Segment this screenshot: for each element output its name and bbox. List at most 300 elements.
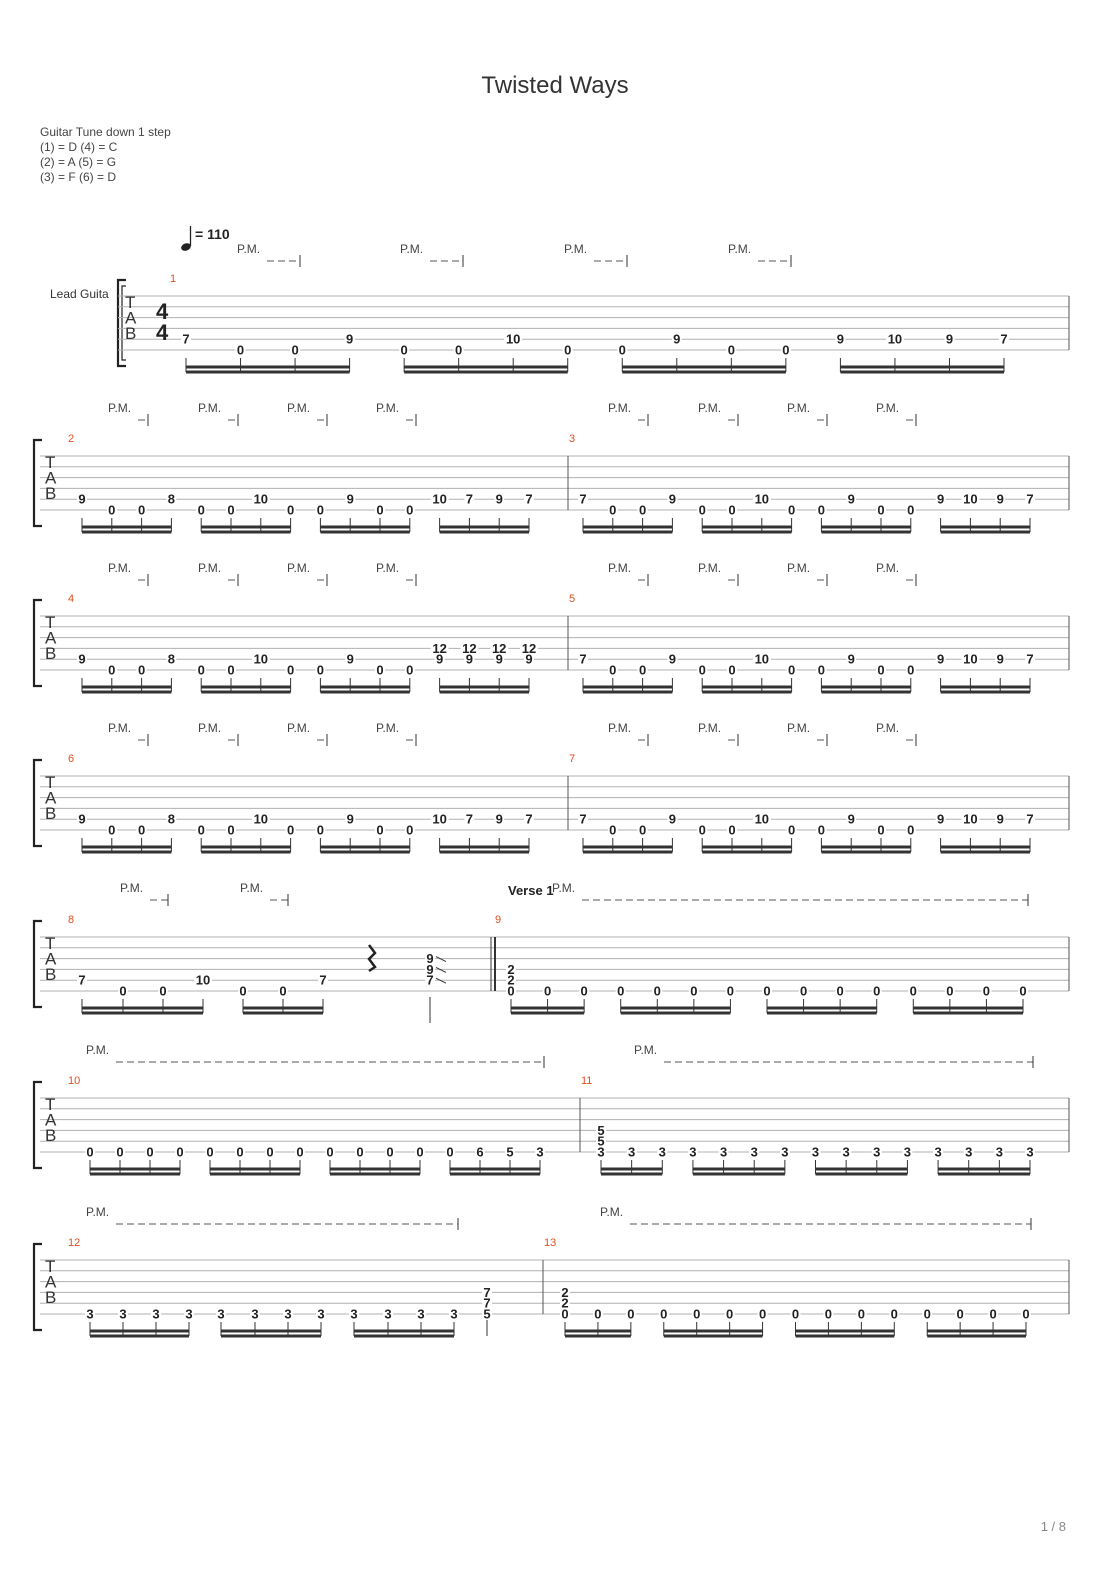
fret-number: 0 xyxy=(907,662,915,678)
fret-number: 3 xyxy=(658,1144,666,1160)
fret-number: 0 xyxy=(907,822,915,838)
palm-mute-mark xyxy=(608,561,648,586)
fret-number: 0 xyxy=(877,662,885,678)
fret-number: 3 xyxy=(1026,1144,1034,1160)
fret-number: 3 xyxy=(811,1144,820,1160)
tempo-mark xyxy=(180,226,192,252)
fret-number: 0 xyxy=(817,822,826,838)
palm-mute-mark xyxy=(564,242,627,267)
fret-number: 9 xyxy=(525,651,533,667)
fret-number: 0 xyxy=(239,983,247,999)
fret-number: 5 xyxy=(597,1122,605,1138)
fret-number: 0 xyxy=(455,342,463,358)
fret-number: 0 xyxy=(116,1144,124,1160)
palm-mute-label: P.M. xyxy=(564,242,588,256)
fret-number: 9 xyxy=(465,651,474,667)
fret-number: 0 xyxy=(406,502,414,518)
palm-mute-mark xyxy=(634,1043,1033,1068)
fret-number: 0 xyxy=(877,502,885,518)
fret-number: 10 xyxy=(253,651,269,667)
fret-number: 3 xyxy=(217,1306,225,1322)
time-sig-numerator: 4 xyxy=(156,299,169,324)
palm-mute-label: P.M. xyxy=(376,561,400,575)
fret-number: 3 xyxy=(628,1144,636,1160)
fret-number: 9 xyxy=(847,811,855,827)
bar-number: 6 xyxy=(68,753,75,765)
tab-system xyxy=(34,1082,1069,1174)
fret-number: 0 xyxy=(726,983,735,999)
tab-clef-letter: A xyxy=(45,1110,57,1130)
palm-mute-label: P.M. xyxy=(120,881,144,895)
palm-mute-mark xyxy=(108,721,148,746)
fret-number: 0 xyxy=(326,1144,334,1160)
tab-system xyxy=(34,760,1069,852)
fret-number: 0 xyxy=(266,1144,274,1160)
palm-mute-label: P.M. xyxy=(287,721,311,735)
fret-number: 3 xyxy=(536,1144,544,1160)
palm-mute-label: P.M. xyxy=(287,561,311,575)
fret-number: 0 xyxy=(86,1144,94,1160)
bar-number: 11 xyxy=(581,1075,593,1087)
palm-mute-label: P.M. xyxy=(608,721,632,735)
tuning-line: (1) = D (4) = C xyxy=(40,140,118,154)
palm-mute-label: P.M. xyxy=(108,401,132,415)
tab-clef-letter: B xyxy=(45,1288,57,1307)
palm-mute-mark xyxy=(287,401,327,426)
fret-number: 10 xyxy=(963,491,978,507)
fret-number: 0 xyxy=(728,502,736,518)
palm-mute-mark xyxy=(876,401,916,426)
tempo-label: = 110 xyxy=(195,226,230,242)
fret-number: 0 xyxy=(137,822,146,838)
instrument-name: Lead Guita xyxy=(50,287,109,301)
palm-mute-label: P.M. xyxy=(787,721,811,735)
tuning-line: (3) = F (6) = D xyxy=(40,170,117,184)
fret-number: 9 xyxy=(668,811,677,827)
fret-number: 0 xyxy=(873,983,881,999)
palm-mute-mark xyxy=(198,561,238,586)
fret-number: 0 xyxy=(728,822,736,838)
palm-mute-label: P.M. xyxy=(108,561,132,575)
palm-mute-label: P.M. xyxy=(400,242,424,256)
fret-number: 0 xyxy=(108,662,116,678)
palm-mute-mark xyxy=(552,881,1028,906)
fret-number: 7 xyxy=(525,811,533,827)
palm-mute-label: P.M. xyxy=(608,561,632,575)
fret-number: 0 xyxy=(989,1306,997,1322)
tab-clef-letter: A xyxy=(45,1272,57,1292)
fret-number: 0 xyxy=(836,983,844,999)
fret-number: 3 xyxy=(251,1306,259,1322)
fret-number: 9 xyxy=(495,491,503,507)
fret-number: 3 xyxy=(450,1306,458,1322)
fret-number: 0 xyxy=(206,1144,214,1160)
fret-number: 7 xyxy=(465,811,474,827)
fret-number: 9 xyxy=(936,811,945,827)
bar-number: 10 xyxy=(68,1075,81,1087)
fret-number: 3 xyxy=(842,1144,850,1160)
palm-mute-mark xyxy=(237,242,300,267)
tuning-header: Guitar Tune down 1 step xyxy=(40,125,171,139)
fret-number: 0 xyxy=(817,502,826,518)
fret-number: 9 xyxy=(936,491,945,507)
palm-mute-mark xyxy=(600,1205,1031,1230)
tab-clef-letter: T xyxy=(45,613,56,632)
fret-number: 0 xyxy=(376,662,384,678)
fret-number: 12 xyxy=(521,640,537,656)
fret-number: 0 xyxy=(857,1306,865,1322)
tab-clef-letter: B xyxy=(45,804,57,823)
palm-mute-mark xyxy=(698,721,738,746)
tab-clef-letter: T xyxy=(45,773,56,792)
fret-number: 8 xyxy=(167,651,176,667)
fret-number: 3 xyxy=(719,1144,728,1160)
fret-number: 0 xyxy=(316,662,325,678)
fret-number: 0 xyxy=(279,983,287,999)
tab-clef-letter: B xyxy=(45,965,57,984)
fret-number: 0 xyxy=(406,822,414,838)
fret-number: 0 xyxy=(416,1144,424,1160)
fret-number: 2 xyxy=(561,1295,569,1311)
fret-number: 9 xyxy=(426,961,434,977)
tab-clef-letter: T xyxy=(45,453,56,472)
fret-number: 0 xyxy=(787,502,796,518)
palm-mute-mark xyxy=(287,721,327,746)
palm-mute-mark xyxy=(698,561,738,586)
fret-number: 7 xyxy=(1026,811,1034,827)
fret-number: 9 xyxy=(847,651,855,667)
fret-number: 7 xyxy=(525,491,533,507)
fret-number: 3 xyxy=(86,1306,94,1322)
fret-number: 10 xyxy=(754,491,770,507)
fret-number: 10 xyxy=(253,811,269,827)
fret-number: 9 xyxy=(495,651,503,667)
tab-clef-letter: B xyxy=(125,324,137,343)
palm-mute-mark xyxy=(608,721,648,746)
fret-number: 9 xyxy=(673,331,681,347)
fret-number: 9 xyxy=(346,491,354,507)
fret-number: 7 xyxy=(579,811,587,827)
fret-number: 3 xyxy=(119,1306,127,1322)
fret-number: 0 xyxy=(507,983,515,999)
palm-mute-label: P.M. xyxy=(240,881,264,895)
fret-number: 9 xyxy=(78,491,86,507)
fret-number: 0 xyxy=(1019,983,1027,999)
palm-mute-label: P.M. xyxy=(198,721,222,735)
fret-number: 0 xyxy=(236,1144,244,1160)
fret-number: 9 xyxy=(996,811,1004,827)
fret-number: 10 xyxy=(253,491,269,507)
fret-number: 0 xyxy=(758,1306,767,1322)
palm-mute-mark xyxy=(108,401,148,426)
fret-number: 0 xyxy=(376,822,384,838)
fret-number: 3 xyxy=(750,1144,758,1160)
fret-number: 0 xyxy=(316,822,325,838)
palm-mute-label: P.M. xyxy=(86,1205,110,1219)
palm-mute-label: P.M. xyxy=(787,401,811,415)
palm-mute-mark xyxy=(86,1043,544,1068)
system-bracket xyxy=(34,921,42,1007)
palm-mute-mark xyxy=(120,881,168,906)
page-number: 1 / 8 xyxy=(1040,1519,1066,1534)
palm-mute-label: P.M. xyxy=(698,721,722,735)
palm-mute-mark xyxy=(287,561,327,586)
palm-mute-mark xyxy=(108,561,148,586)
fret-number: 0 xyxy=(1022,1306,1030,1322)
palm-mute-label: P.M. xyxy=(698,561,722,575)
fret-number: 0 xyxy=(227,662,235,678)
tab-clef-letter: B xyxy=(45,484,57,503)
fret-number: 0 xyxy=(227,502,235,518)
tab-system xyxy=(34,440,1069,532)
tab-clef-letter: A xyxy=(45,949,57,969)
tab-system xyxy=(118,280,1069,372)
fret-number: 0 xyxy=(728,662,736,678)
fret-number: 8 xyxy=(167,811,176,827)
fret-number: 3 xyxy=(597,1144,605,1160)
system-bracket xyxy=(34,1244,42,1330)
palm-mute-mark xyxy=(240,881,288,906)
fret-number: 0 xyxy=(291,342,299,358)
palm-mute-mark xyxy=(198,401,238,426)
fret-number: 0 xyxy=(594,1306,602,1322)
fret-number: 0 xyxy=(690,983,698,999)
fret-number: 7 xyxy=(579,651,587,667)
fret-number: 7 xyxy=(426,972,434,988)
fret-number: 0 xyxy=(982,983,991,999)
fret-number: 7 xyxy=(1026,651,1034,667)
fret-number: 9 xyxy=(495,811,503,827)
fret-number: 7 xyxy=(483,1284,491,1300)
palm-mute-mark xyxy=(376,401,416,426)
bar-number: 13 xyxy=(544,1237,557,1249)
song-title: Twisted Ways xyxy=(481,72,629,99)
system-bracket xyxy=(34,440,42,526)
fret-number: 9 xyxy=(346,651,354,667)
fret-number: 3 xyxy=(317,1306,325,1322)
palm-mute-mark xyxy=(198,721,238,746)
palm-mute-label: P.M. xyxy=(287,401,311,415)
fret-number: 0 xyxy=(197,662,205,678)
fret-number: 0 xyxy=(693,1306,701,1322)
fret-number: 0 xyxy=(782,342,790,358)
fret-number: 3 xyxy=(284,1306,292,1322)
bar-number: 12 xyxy=(68,1237,81,1249)
fret-number: 0 xyxy=(197,502,205,518)
fret-number: 0 xyxy=(296,1144,304,1160)
fret-number: 0 xyxy=(137,662,146,678)
fret-number: 0 xyxy=(791,1306,800,1322)
fret-number: 0 xyxy=(824,1306,833,1322)
fret-number: 7 xyxy=(182,331,190,347)
fret-number: 0 xyxy=(176,1144,184,1160)
fret-number: 12 xyxy=(491,640,507,656)
fret-number: 10 xyxy=(754,651,770,667)
fret-number: 7 xyxy=(579,491,587,507)
fret-number: 0 xyxy=(909,983,917,999)
fret-number: 0 xyxy=(159,983,167,999)
palm-mute-mark xyxy=(376,721,416,746)
fret-number: 0 xyxy=(146,1144,154,1160)
bar-number: 7 xyxy=(569,753,576,765)
fret-number: 0 xyxy=(923,1306,931,1322)
fret-number: 0 xyxy=(197,822,205,838)
tab-clef-letter: T xyxy=(45,934,56,953)
bar-number: 2 xyxy=(68,433,75,445)
fret-number: 2 xyxy=(507,961,515,977)
fret-number: 3 xyxy=(350,1306,358,1322)
fret-number: 0 xyxy=(627,1306,635,1322)
fret-number: 0 xyxy=(726,1306,734,1322)
fret-number: 12 xyxy=(462,640,477,656)
fret-number: 7 xyxy=(78,972,86,988)
fret-number: 3 xyxy=(417,1306,425,1322)
fret-number: 0 xyxy=(376,502,384,518)
palm-mute-mark xyxy=(787,721,827,746)
fret-number: 7 xyxy=(1026,491,1034,507)
fret-number: 3 xyxy=(689,1144,697,1160)
fret-number: 3 xyxy=(995,1144,1003,1160)
fret-number: 0 xyxy=(946,983,954,999)
fret-number: 7 xyxy=(465,491,474,507)
tab-clef-letter: B xyxy=(45,1126,57,1145)
fret-number: 3 xyxy=(965,1144,973,1160)
palm-mute-label: P.M. xyxy=(108,721,132,735)
fret-number: 5 xyxy=(483,1306,491,1322)
fret-number: 0 xyxy=(386,1144,394,1160)
palm-mute-mark xyxy=(86,1205,458,1230)
fret-number: 0 xyxy=(609,502,617,518)
palm-mute-mark xyxy=(728,242,791,267)
fret-number: 0 xyxy=(137,502,146,518)
bar-number: 4 xyxy=(68,593,75,605)
fret-number: 6 xyxy=(476,1144,484,1160)
palm-mute-mark xyxy=(608,401,648,426)
fret-number: 9 xyxy=(346,811,354,827)
bar-number: 8 xyxy=(68,914,75,926)
bar-number: 5 xyxy=(569,593,576,605)
bar-number: 1 xyxy=(170,273,177,285)
quarter-rest-icon xyxy=(369,945,375,971)
palm-mute-label: P.M. xyxy=(600,1205,624,1219)
fret-number: 0 xyxy=(617,983,625,999)
palm-mute-mark xyxy=(376,561,416,586)
fret-number: 0 xyxy=(286,502,295,518)
fret-number: 10 xyxy=(887,331,903,347)
fret-number: 0 xyxy=(660,1306,668,1322)
tab-clef-letter: A xyxy=(45,788,57,808)
tab-clef-letter: A xyxy=(45,628,57,648)
fret-number: 9 xyxy=(345,331,354,347)
tuning-line: (2) = A (5) = G xyxy=(40,155,117,169)
palm-mute-label: P.M. xyxy=(634,1043,658,1057)
fret-number: 0 xyxy=(698,502,706,518)
palm-mute-label: P.M. xyxy=(198,401,222,415)
section-label: Verse 1 xyxy=(508,883,554,898)
palm-mute-mark xyxy=(698,401,738,426)
fret-number: 10 xyxy=(432,811,447,827)
tab-system xyxy=(34,921,1069,1023)
fret-number: 9 xyxy=(847,491,855,507)
fret-number: 9 xyxy=(945,331,954,347)
palm-mute-label: P.M. xyxy=(608,401,632,415)
fret-number: 3 xyxy=(903,1144,912,1160)
fret-number: 0 xyxy=(799,983,808,999)
system-bracket xyxy=(34,1082,42,1168)
fret-number: 9 xyxy=(668,651,677,667)
fret-number: 7 xyxy=(1000,331,1008,347)
tab-system xyxy=(34,1244,1069,1336)
palm-mute-label: P.M. xyxy=(552,881,576,895)
fret-number: 0 xyxy=(236,342,245,358)
fret-number: 0 xyxy=(543,983,552,999)
fret-number: 0 xyxy=(698,822,706,838)
palm-mute-mark xyxy=(400,242,463,267)
fret-number: 0 xyxy=(406,662,414,678)
fret-number: 10 xyxy=(195,972,211,988)
fret-number: 10 xyxy=(505,331,521,347)
fret-number: 9 xyxy=(996,651,1004,667)
palm-mute-label: P.M. xyxy=(787,561,811,575)
fret-number: 3 xyxy=(384,1306,392,1322)
palm-mute-label: P.M. xyxy=(376,401,400,415)
fret-number: 9 xyxy=(78,651,86,667)
fret-number: 9 xyxy=(996,491,1004,507)
palm-mute-label: P.M. xyxy=(237,242,261,256)
fret-number: 0 xyxy=(609,662,617,678)
fret-number: 0 xyxy=(564,342,572,358)
fret-number: 5 xyxy=(506,1144,514,1160)
fret-number: 0 xyxy=(108,502,116,518)
palm-mute-label: P.M. xyxy=(376,721,400,735)
palm-mute-mark xyxy=(876,721,916,746)
fret-number: 10 xyxy=(432,491,447,507)
palm-mute-mark xyxy=(787,401,827,426)
fret-number: 0 xyxy=(580,983,588,999)
fret-number: 0 xyxy=(907,502,915,518)
fret-number: 0 xyxy=(763,983,771,999)
fret-number: 3 xyxy=(781,1144,789,1160)
fret-number: 7 xyxy=(483,1295,491,1311)
fret-number: 9 xyxy=(78,811,86,827)
system-bracket xyxy=(34,600,42,686)
palm-mute-label: P.M. xyxy=(876,401,900,415)
fret-number: 0 xyxy=(877,822,885,838)
palm-mute-label: P.M. xyxy=(698,401,722,415)
fret-number: 0 xyxy=(108,822,116,838)
fret-number: 0 xyxy=(286,822,295,838)
fret-number: 5 xyxy=(597,1133,605,1149)
fret-number: 3 xyxy=(152,1306,160,1322)
fret-number: 2 xyxy=(561,1284,569,1300)
fret-number: 0 xyxy=(817,662,826,678)
fret-number: 9 xyxy=(435,651,444,667)
fret-number: 0 xyxy=(227,822,235,838)
fret-number: 0 xyxy=(446,1144,454,1160)
fret-number: 0 xyxy=(787,662,796,678)
fret-number: 9 xyxy=(426,951,434,967)
fret-number: 3 xyxy=(873,1144,881,1160)
tab-system xyxy=(34,600,1069,692)
bar-number: 3 xyxy=(569,433,576,445)
fret-number: 3 xyxy=(185,1306,193,1322)
fret-number: 12 xyxy=(432,640,447,656)
palm-mute-mark xyxy=(876,561,916,586)
time-sig-denominator: 4 xyxy=(156,320,169,345)
fret-number: 0 xyxy=(890,1306,898,1322)
fret-number: 0 xyxy=(356,1144,364,1160)
fret-number: 0 xyxy=(653,983,661,999)
